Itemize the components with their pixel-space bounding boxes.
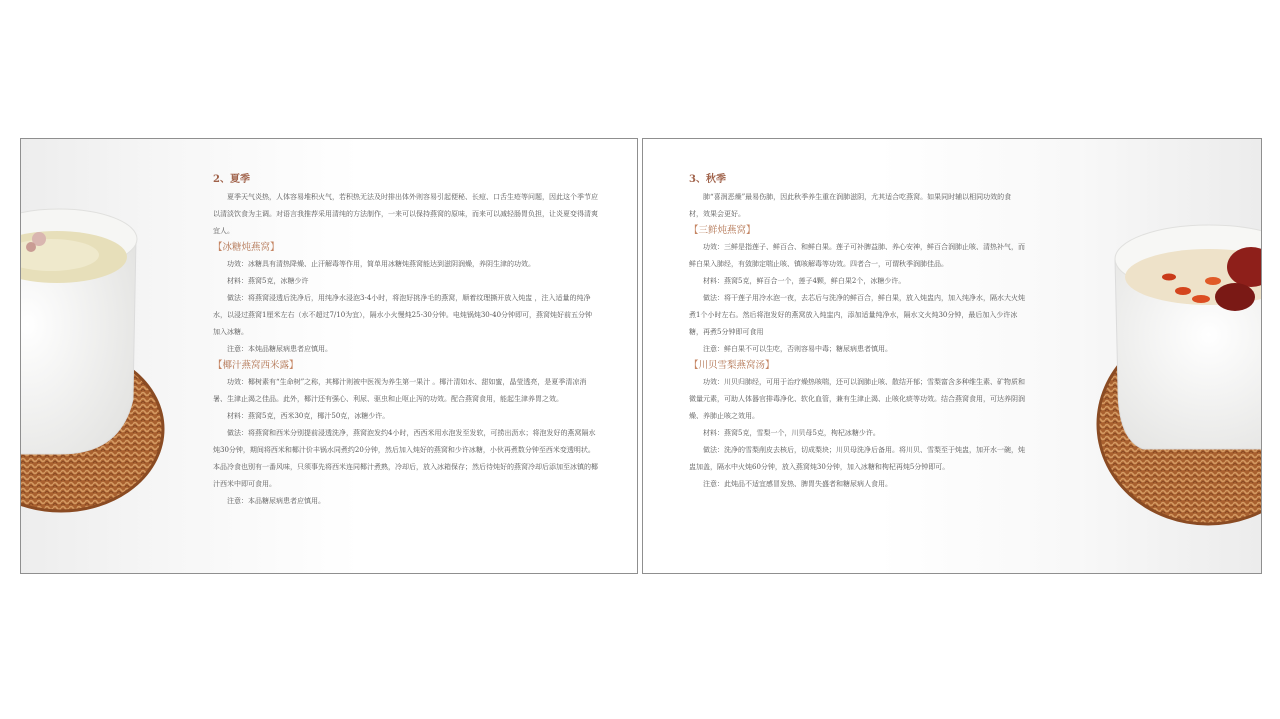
section-heading: 2、夏季 <box>213 174 250 185</box>
recipe-method: 做法：洗净的雪梨削皮去核后，切成梨块；川贝母洗净后备用。将川贝、雪梨至于炖盅，加开水一碗，炖盅加盖，隔水中火炖60分钟，放入燕窝炖30分钟，加入冰糖和枸杞再炖5分钟即可。 <box>689 446 1025 471</box>
recipe-note: 注意：本炖品糖尿病患者应慎用。 <box>227 345 332 353</box>
recipe-effect: 功效：椰树素有“生命树”之称，其椰汁则被中医视为养生第一果汁 。椰汁清如水、甜如蜜，晶莹透亮，是夏季清凉消暑、生津止渴之佳品。此外，椰汁还有强心、利尿、驱虫和止呕止泻的功效。配合燕窝食用，能起生津养胃之效。 <box>213 378 587 403</box>
recipe-title: 【川贝雪梨燕窝汤】 <box>689 360 775 371</box>
recipe-materials: 材料：燕窝5克，冰糖少许 <box>227 277 309 285</box>
recipe-method: 做法：将燕窝浸透后洗净后，用纯净水浸泡3-4小时，将泡好挑净毛的燕窝，顺着纹理撕开放入炖盅 ，注入适量的纯净水，以浸过燕窝1厘米左右（水不超过7/10为宜），隔水小火慢炖25-30分钟。电炖锅炖30-40分钟即可，燕窝炖好前五分钟加入冰糖。 <box>213 294 593 336</box>
recipe-title: 【冰糖炖燕窝】 <box>213 242 280 253</box>
recipe-materials: 材料：燕窝5克，鲜百合一个，莲子4颗，鲜白果2个，冰糖少许。 <box>703 277 906 285</box>
recipe-method: 做法：将干莲子用冷水泡一夜，去芯后与洗净的鲜百合，鲜白果，放入炖盅内，加入纯净水，隔水大火炖煮1个小时左右。然后将泡发好的燕窝放入炖盅内，添加适量纯净水，隔水文火炖30分钟，最后加入少许冰糖，再煮5分钟即可食用 <box>689 294 1025 336</box>
left-text-block <box>213 171 599 510</box>
recipe-title: 【椰汁燕窝西米露】 <box>213 360 299 371</box>
recipe-effect: 功效：冰糖具有清热降燥、止汗解毒等作用，简单用冰糖炖燕窝能达到滋阴润燥，养阴生津的功效。 <box>227 260 535 268</box>
right-text-block <box>689 171 1025 493</box>
recipe-method: 做法：将燕窝和西米分别提前浸透洗净，燕窝泡发约4小时，西西米用水泡发至发软，可捞出沥水；将泡发好的燕窝隔水炖30分钟，期间将西米和椰汁价丰锅水同煮约20分钟，然后加入炖好的燕窝和少许冰糖，小伙再煮数分钟至西米变透明状。本品冷食也别有一番风味，只须事先将西米连同椰汁煮熟，冷却后，放入冰箱保存；然后待炖好的燕窝冷却后添加至冰镇的椰汁西米中即可食用。 <box>213 429 598 488</box>
section-heading: 3、秋季 <box>689 174 726 185</box>
recipe-note: 注意：鲜白果不可以生吃，否则容易中毒；糖尿病患者慎用。 <box>703 345 892 353</box>
right-page <box>642 138 1262 574</box>
left-page <box>20 138 638 574</box>
intro-paragraph: 肺“喜润恶燥”最易伤肺，因此秋季养生重在润肺滋阴，尤其适合吃燕窝。如果同时辅以相同功效的食材，效果会更好。 <box>689 193 1012 218</box>
recipe-effect: 功效：三鲜是指莲子、鲜百合、和鲜白果。莲子可补脾益肺、养心安神，鲜百合润肺止咳、清热补气，而鲜白果入肺经，有敛肺定喘止咳、镇咳解毒等功效。四者合一，可谓秋季润肺佳品。 <box>689 243 1025 268</box>
recipe-materials: 材料：燕窝5克，雪梨一个，川贝母5克，枸杞冰糖少许。 <box>703 429 880 437</box>
recipe-title: 【三鲜炖燕窝】 <box>689 225 756 236</box>
bowl-with-coaster-image <box>21 199 171 529</box>
recipe-note: 注意：此炖品不适宜感冒发热、脾胃失盛者和糖尿病人食用。 <box>703 480 892 488</box>
recipe-effect: 功效：川贝归肺经，可用于治疗燥热咳喘，还可以润肺止咳、散结开郁；雪梨富含多种维生素、矿物质和微量元素，可助人体器官排毒净化、软化血管，兼有生津止渴、止咳化痰等功效。结合燕窝食用，可达养阴润燥、养肺止咳之效用。 <box>689 378 1025 420</box>
recipe-materials: 材料：燕窝5克，西米30克，椰汁50克，冰糖少许。 <box>227 412 390 420</box>
bowl-with-dates-image <box>1073 189 1262 539</box>
recipe-note: 注意：本品糖尿病患者应慎用。 <box>227 497 325 505</box>
intro-paragraph: 夏季天气炎热，人体容易堆积火气，若积热无法及时排出体外则容易引起便秘、长痘、口舌生疮等问题，因此这个季节应以清淡饮食为主调。对语言我推荐采用清纯的方法制作，一来可以保持燕窝的原味，而来可以减轻肠胃负担，让炎夏变得清爽宜人。 <box>213 193 598 235</box>
